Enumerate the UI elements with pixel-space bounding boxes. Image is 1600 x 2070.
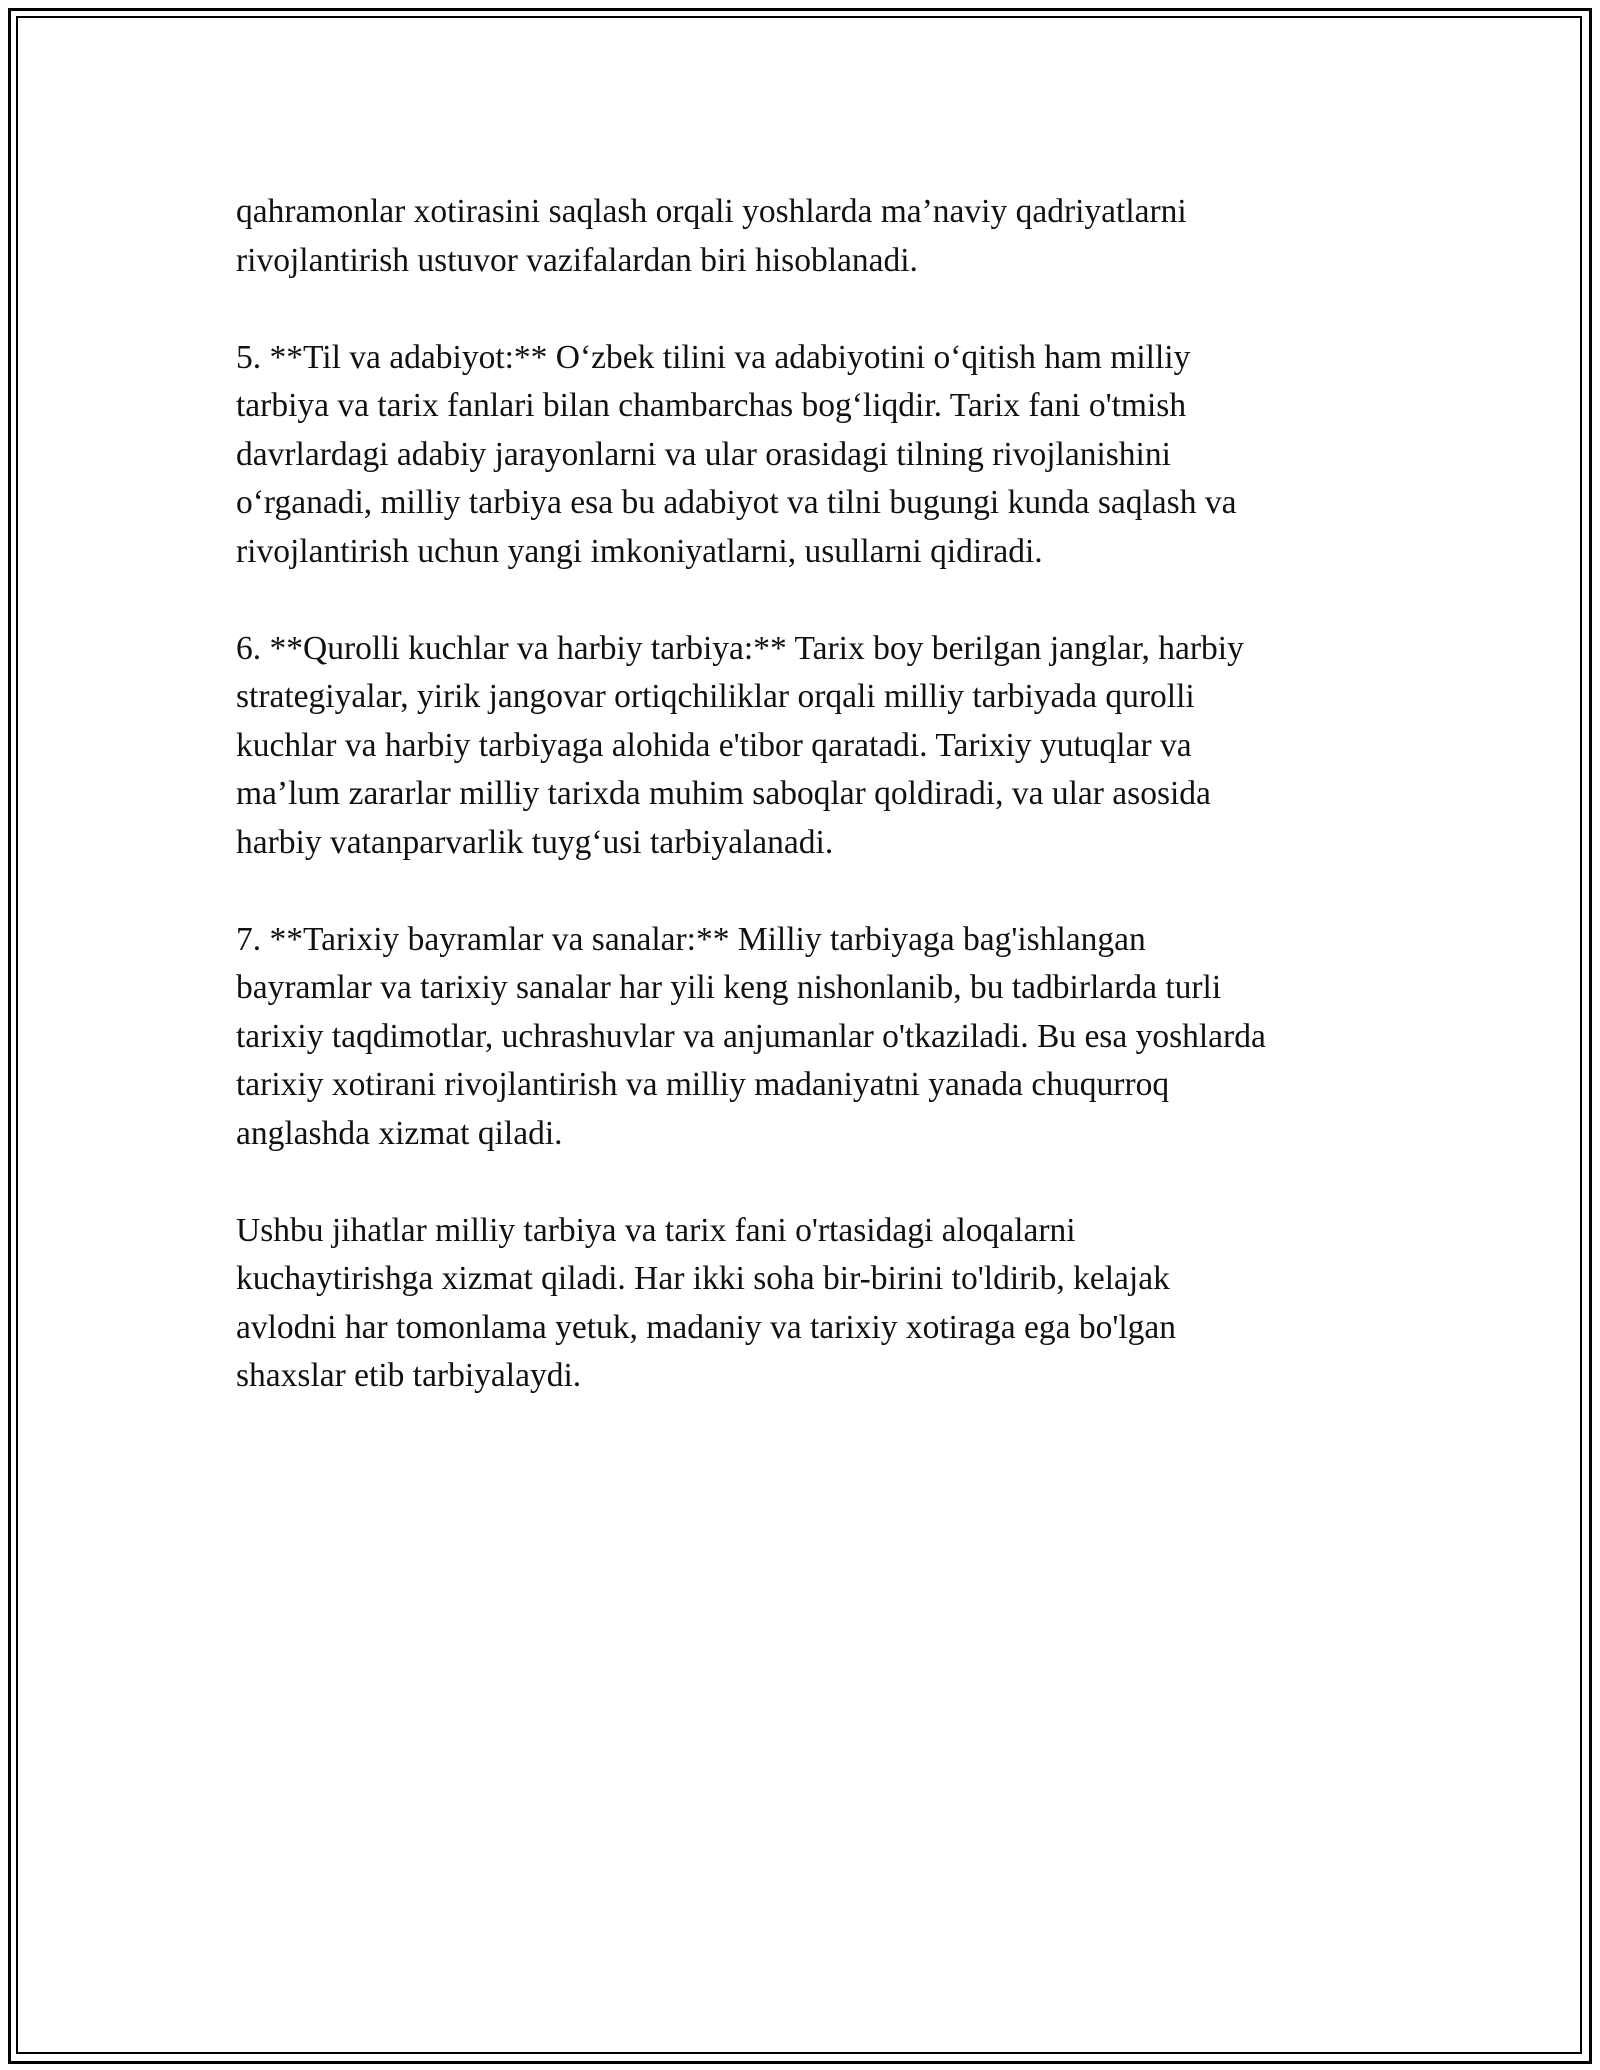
paragraph-item-7-tarixiy-bayramlar: 7. **Tarixiy bayramlar va sanalar:** Milliy tarbiyaga bag'ishlangan bayramlar va tarixiy sanalar har yili keng nishonlanib, bu tadbirlarda turli tarixiy taqdimotlar, uchrashuvlar va anjumanlar o'tkaziladi. Bu esa yoshlarda tarixiy xotirani rivojlantirish va milliy madaniyatni yanada chuqurroq anglashda xizmat qiladi. bbox=[236, 920, 1266, 1152]
paragraph-conclusion: Ushbu jihatlar milliy tarbiya va tarix fani o'rtasidagi aloqalarni kuchaytirishga xizmat qiladi. Har ikki soha bir-birini to'ldirib, kelajak avlodni har tomonlama yetuk, madaniy va tarixiy xotiraga ega bo'lgan shaxslar etib tarbiyalaydi. bbox=[236, 1211, 1177, 1394]
paragraph-continuation: qahramonlar xotirasini saqlash orqali yoshlarda ma’naviy qadriyatlarni rivojlantirish ustuvor vazifalardan biri hisoblanadi. bbox=[236, 193, 1187, 279]
document-body bbox=[236, 188, 1386, 1401]
paragraph-item-5-til-va-adabiyot: 5. **Til va adabiyot:** O‘zbek tilini va adabiyotini o‘qitish ham milliy tarbiya va tarix fanlari bilan chambarchas bog‘liqdir. Tarix fani o'tmish davrlardagi adabiy jarayonlarni va ular orasidagi tilning rivojlanishini o‘rganadi, milliy tarbiya esa bu adabiyot va tilni bugungi kunda saqlash va rivojlantirish uchun yangi imkoniyatlarni, usullarni qidiradi. bbox=[236, 338, 1237, 570]
paragraph-item-6-qurolli-kuchlar: 6. **Qurolli kuchlar va harbiy tarbiya:** Tarix boy berilgan janglar, harbiy strategiyalar, yirik jangovar ortiqchiliklar orqali milliy tarbiyada qurolli kuchlar va harbiy tarbiyaga alohida e'tibor qaratadi. Tarixiy yutuqlar va ma’lum zararlar milliy tarixda muhim saboqlar qoldiradi, va ular asosida harbiy vatanparvarlik tuyg‘usi tarbiyalanadi. bbox=[236, 629, 1244, 861]
